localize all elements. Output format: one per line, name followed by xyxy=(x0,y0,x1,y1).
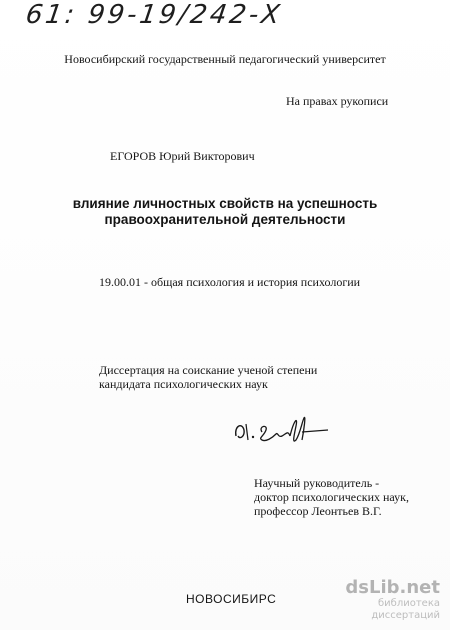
title-line-1: влияние личностных свойств на успешность xyxy=(72,196,378,211)
supervisor-line-1: Научный руководитель - xyxy=(254,476,380,490)
author-name: ЕГОРОВ Юрий Викторович xyxy=(110,149,255,163)
supervisor-line-2: доктор психологических наук, xyxy=(254,490,409,504)
author-signature xyxy=(232,410,352,450)
degree-line-1: Диссертация на соискание ученой степени xyxy=(99,363,318,377)
archive-code-handwritten: 61: 99-19/242-Х xyxy=(23,0,285,30)
scientific-supervisor xyxy=(254,476,409,518)
title-line-2: правоохранительной деятельности xyxy=(104,212,346,227)
dslib-watermark xyxy=(310,577,440,621)
manuscript-rights-note: На правах рукописи xyxy=(286,94,389,108)
watermark-subtitle: библиотека диссертаций xyxy=(371,598,440,621)
watermark-brand: dsLib.net xyxy=(345,577,440,598)
specialty-code: 19.00.01 - общая психология и история психологии xyxy=(99,275,361,289)
supervisor-line-3: профессор Леонтьев В.Г. xyxy=(254,504,382,518)
degree-line-2: кандидата психологических наук xyxy=(99,377,268,391)
city-name: НОВОСИБИРС xyxy=(186,592,277,606)
dissertation-title xyxy=(0,196,450,228)
university-name: Новосибирский государственный педагогический университет xyxy=(64,52,386,66)
dissertation-degree xyxy=(99,363,317,391)
